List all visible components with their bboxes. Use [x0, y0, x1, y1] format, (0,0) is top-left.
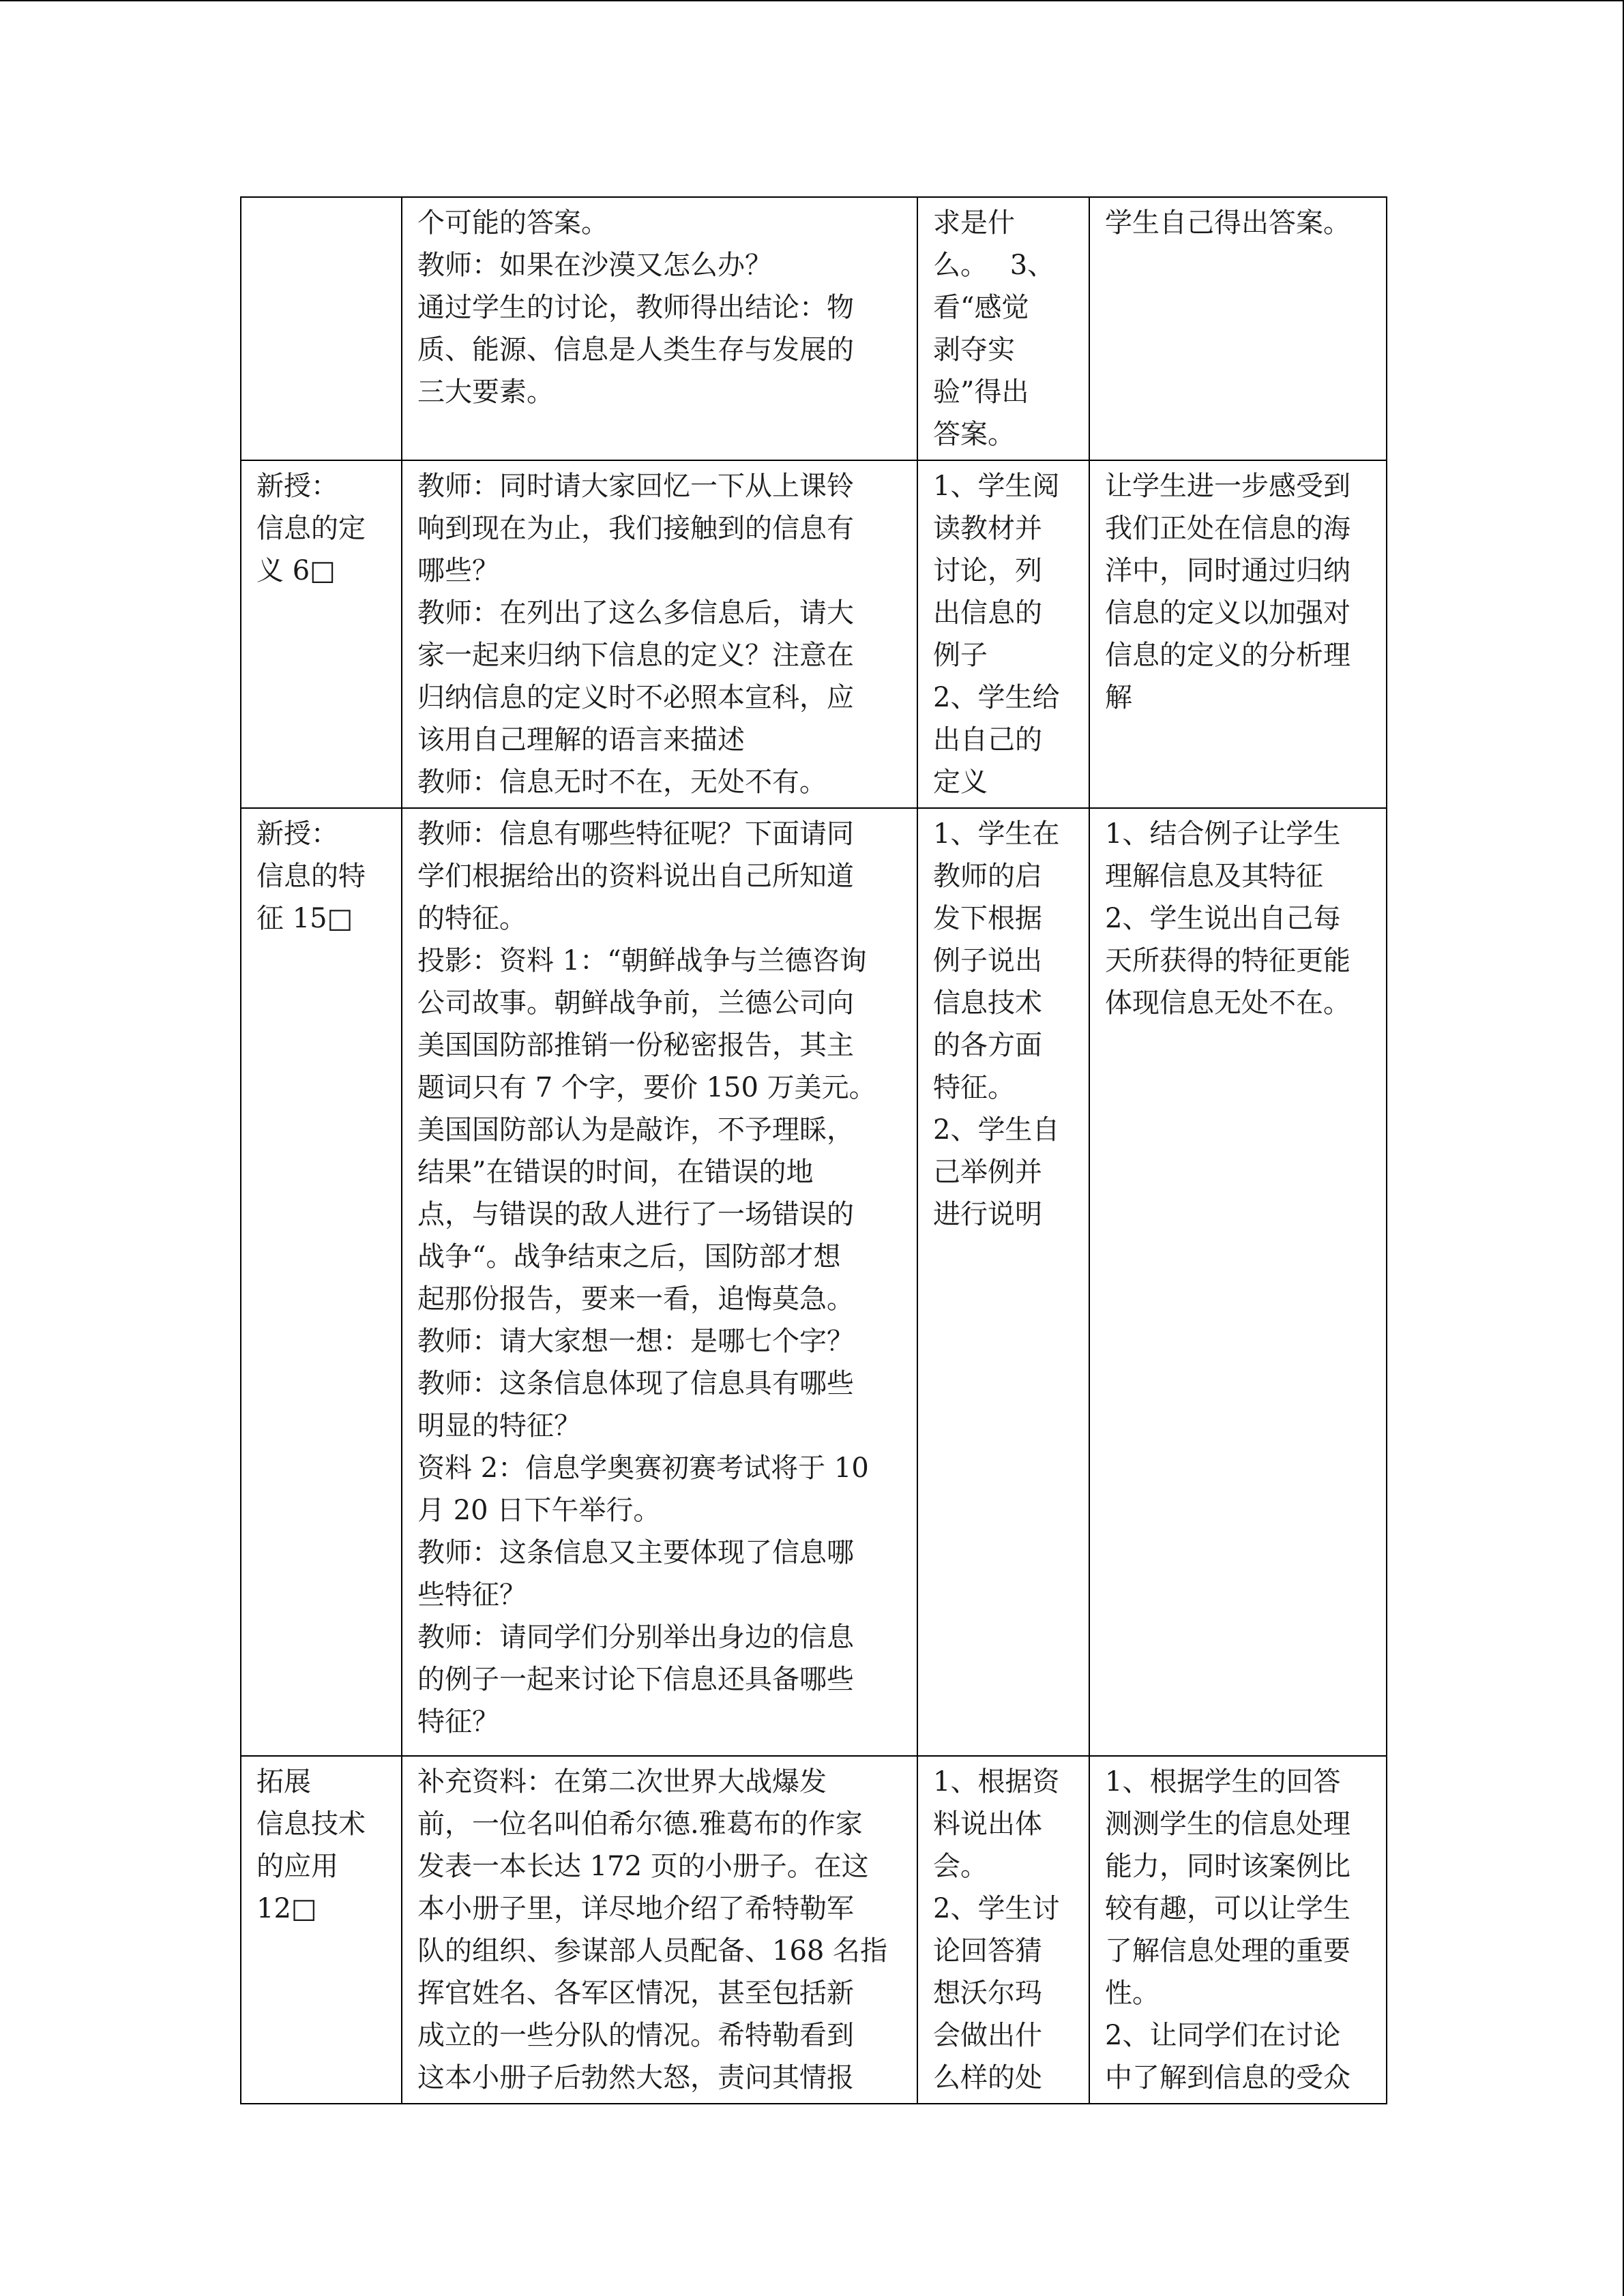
stage-text-line: 12□	[256, 1893, 317, 1924]
student-text-line: 的各方面	[933, 1030, 1042, 1061]
intent-cell	[1089, 808, 1387, 1756]
teacher-text-line: 的例子一起来讨论下信息还具备哪些	[417, 1664, 854, 1695]
student-text-line: 会。	[933, 1851, 988, 1882]
teacher-text-line: 些特征？	[417, 1579, 527, 1611]
intent-text-line: 信息的定义的分析理	[1105, 640, 1350, 671]
intent-cell	[1089, 460, 1387, 808]
teacher-text-line: 教师：信息无时不在，无处不有。	[417, 766, 827, 798]
intent-text-line: 体现信息无处不在。	[1105, 987, 1350, 1019]
teacher-text-line: 教师：同时请大家回忆一下从上课铃	[417, 471, 854, 502]
student-text-line: 读教材并	[933, 513, 1042, 544]
intent-text-line: 理解信息及其特征	[1105, 861, 1323, 892]
student-text-line: 讨论，列	[933, 555, 1042, 586]
teacher-text-line: 成立的一些分队的情况。希特勒看到	[417, 2020, 854, 2051]
student-text-line: 定义	[933, 766, 988, 798]
teacher-text-line: 发表一本长达 172 页的小册子。在这	[417, 1851, 869, 1882]
intent-cell	[1089, 197, 1387, 460]
teacher-text-line: 家一起来归纳下信息的定义？注意在	[417, 640, 854, 671]
teacher-text-line: 前，一位名叫伯希尔德.雅葛布的作家	[417, 1808, 863, 1840]
teacher-text-line: 三大要素。	[417, 376, 554, 408]
teacher-text-line: 教师：请大家想一想：是哪七个字？	[417, 1326, 854, 1357]
intent-text-line: 1、结合例子让学生	[1105, 818, 1341, 850]
stage-text-line: 新授：	[256, 818, 338, 850]
lesson-plan-body	[241, 197, 1387, 2104]
table-row	[241, 1756, 1387, 2104]
teacher-text-line: 队的组织、参谋部人员配备、168 名指	[417, 1935, 888, 1967]
teacher-text-line: 的特征。	[417, 903, 527, 934]
teacher-cell	[402, 197, 917, 460]
teacher-text-line: 本小册子里，详尽地介绍了希特勒军	[417, 1893, 854, 1924]
teacher-text-line: 这本小册子后勃然大怒，责问其情报	[417, 2062, 854, 2093]
teacher-text-line: 质、能源、信息是人类生存与发展的	[417, 334, 854, 366]
teacher-text-line: 投影：资料 1：“朝鲜战争与兰德咨询	[417, 945, 867, 976]
teacher-text-line: 哪些？	[417, 555, 499, 586]
intent-cell	[1089, 1756, 1387, 2104]
student-text-line: 么样的处	[933, 2062, 1042, 2093]
teacher-text-line: 教师：如果在沙漠又怎么办？	[417, 250, 772, 281]
student-text-line: 2、学生讨	[933, 1893, 1060, 1924]
student-text-line: 发下根据	[933, 903, 1042, 934]
teacher-text-line: 教师：这条信息又主要体现了信息哪	[417, 1537, 854, 1568]
student-text-line: 例子	[933, 640, 988, 671]
teacher-text-line: 美国国防部推销一份秘密报告，其主	[417, 1030, 854, 1061]
student-text-line: 会做出什	[933, 2020, 1042, 2051]
student-cell	[917, 808, 1089, 1756]
stage-cell	[241, 197, 402, 460]
table-row	[241, 460, 1387, 808]
student-text-line: 看“感觉	[933, 292, 1029, 323]
student-text-line: 答案。	[933, 419, 1015, 450]
intent-text-line: 性。	[1105, 1978, 1160, 2009]
intent-text-line: 1、根据学生的回答	[1105, 1766, 1341, 1798]
stage-text-line: 的应用	[256, 1851, 338, 1882]
stage-cell	[241, 808, 402, 1756]
intent-text-line: 测测学生的信息处理	[1105, 1808, 1350, 1840]
teacher-text-line: 教师：信息有哪些特征呢？下面请同	[417, 818, 854, 850]
student-cell	[917, 1756, 1089, 2104]
intent-text-line: 洋中，同时通过归纳	[1105, 555, 1350, 586]
intent-text-line: 信息的定义以加强对	[1105, 597, 1350, 629]
teacher-text-line: 通过学生的讨论，教师得出结论：物	[417, 292, 854, 323]
student-text-line: 例子说出	[933, 945, 1042, 976]
intent-text-line: 学生自己得出答案。	[1105, 207, 1350, 239]
teacher-text-line: 学们根据给出的资料说出自己所知道	[417, 861, 854, 892]
student-text-line: 1、学生阅	[933, 471, 1060, 502]
stage-text-line: 拓展	[256, 1766, 311, 1798]
intent-text-line: 让学生进一步感受到	[1105, 471, 1350, 502]
teacher-text-line: 资料 2：信息学奥赛初赛考试将于 10	[417, 1452, 869, 1484]
student-text-line: 进行说明	[933, 1199, 1042, 1230]
student-text-line: 出信息的	[933, 597, 1042, 629]
student-text-line: 验”得出	[933, 376, 1029, 408]
intent-text-line: 2、让同学们在讨论	[1105, 2020, 1341, 2051]
teacher-text-line: 起那份报告，要来一看，追悔莫急。	[417, 1283, 854, 1315]
stage-text-line: 新授：	[256, 471, 338, 502]
teacher-cell	[402, 460, 917, 808]
student-cell	[917, 460, 1089, 808]
stage-text-line: 征 15□	[256, 903, 353, 934]
stage-text-line: 信息的定	[256, 513, 366, 544]
teacher-text-line: 该用自己理解的语言来描述	[417, 724, 745, 756]
student-cell	[917, 197, 1089, 460]
intent-text-line: 中了解到信息的受众	[1105, 2062, 1350, 2093]
intent-text-line: 2、学生说出自己每	[1105, 903, 1341, 934]
lesson-plan-table	[240, 196, 1387, 2104]
teacher-text-line: 明显的特征？	[417, 1410, 581, 1442]
teacher-text-line: 战争“。战争结束之后，国防部才想	[417, 1241, 841, 1272]
teacher-text-line: 教师：在列出了这么多信息后，请大	[417, 597, 854, 629]
stage-text-line: 信息的特	[256, 861, 366, 892]
teacher-text-line: 美国国防部认为是敲诈，不予理睬，	[417, 1114, 854, 1146]
teacher-text-line: 归纳信息的定义时不必照本宣科，应	[417, 682, 854, 713]
student-text-line: 2、学生自	[933, 1114, 1060, 1146]
student-text-line: 求是什	[933, 207, 1015, 239]
teacher-text-line: 挥官姓名、各军区情况，甚至包括新	[417, 1978, 854, 2009]
intent-text-line: 天所获得的特征更能	[1105, 945, 1350, 976]
teacher-text-line: 响到现在为止，我们接触到的信息有	[417, 513, 854, 544]
student-text-line: 料说出体	[933, 1808, 1042, 1840]
teacher-text-line: 月 20 日下午举行。	[417, 1495, 661, 1526]
teacher-cell	[402, 1756, 917, 2104]
stage-text-line: 信息技术	[256, 1808, 366, 1840]
intent-text-line: 解	[1105, 682, 1132, 713]
table-row	[241, 808, 1387, 1756]
teacher-text-line: 结果”在错误的时间，在错误的地	[417, 1157, 814, 1188]
student-text-line: 1、学生在	[933, 818, 1060, 850]
teacher-text-line: 点，与错误的敌人进行了一场错误的	[417, 1199, 854, 1230]
teacher-text-line: 个可能的答案。	[417, 207, 608, 239]
teacher-text-line: 公司故事。朝鲜战争前，兰德公司向	[417, 987, 854, 1019]
student-text-line: 想沃尔玛	[933, 1978, 1042, 2009]
intent-text-line: 能力，同时该案例比	[1105, 1851, 1350, 1882]
student-text-line: 剥夺实	[933, 334, 1015, 366]
teacher-text-line: 题词只有 7 个字，要价 150 万美元。	[417, 1072, 876, 1103]
student-text-line: 2、学生给	[933, 682, 1060, 713]
student-text-line: 论回答猜	[933, 1935, 1042, 1967]
student-text-line: 己举例并	[933, 1157, 1042, 1188]
student-text-line: 么。 3、	[933, 250, 1055, 281]
intent-text-line: 我们正处在信息的海	[1105, 513, 1350, 544]
student-text-line: 特征。	[933, 1072, 1015, 1103]
intent-text-line: 了解信息处理的重要	[1105, 1935, 1350, 1967]
stage-cell	[241, 1756, 402, 2104]
teacher-text-line: 特征？	[417, 1706, 499, 1738]
stage-cell	[241, 460, 402, 808]
student-text-line: 1、根据资	[933, 1766, 1060, 1798]
intent-text-line: 较有趣，可以让学生	[1105, 1893, 1350, 1924]
teacher-text-line: 教师：这条信息体现了信息具有哪些	[417, 1368, 854, 1399]
student-text-line: 出自己的	[933, 724, 1042, 756]
student-text-line: 信息技术	[933, 987, 1042, 1019]
student-text-line: 教师的启	[933, 861, 1042, 892]
teacher-text-line: 补充资料：在第二次世界大战爆发	[417, 1766, 827, 1798]
teacher-cell	[402, 808, 917, 1756]
teacher-text-line: 教师：请同学们分别举出身边的信息	[417, 1622, 854, 1653]
stage-text-line: 义 6□	[256, 555, 336, 586]
table-row	[241, 197, 1387, 460]
